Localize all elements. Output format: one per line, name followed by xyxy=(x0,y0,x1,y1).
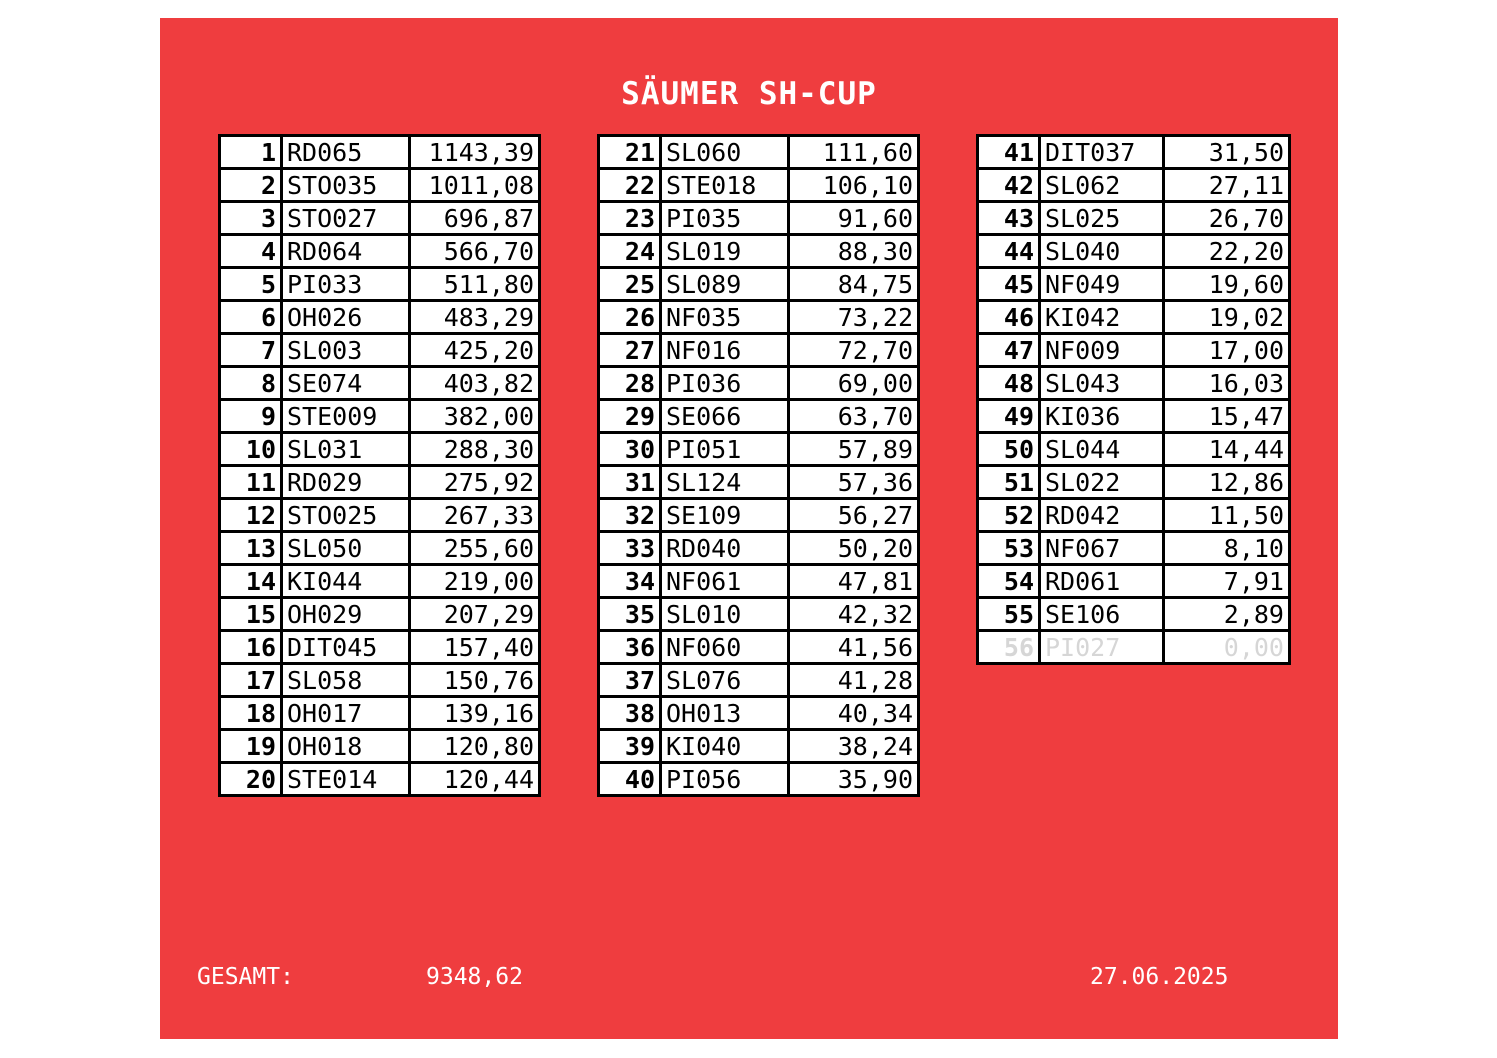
code-cell: SL062 xyxy=(1040,169,1164,202)
rank-cell: 26 xyxy=(599,301,661,334)
code-cell: RD061 xyxy=(1040,565,1164,598)
code-cell: RD065 xyxy=(282,136,410,169)
code-cell: SL124 xyxy=(661,466,789,499)
table-row xyxy=(978,235,1290,268)
value-cell: 17,00 xyxy=(1164,334,1290,367)
table-row xyxy=(220,466,540,499)
code-cell: STO035 xyxy=(282,169,410,202)
table-row xyxy=(978,268,1290,301)
table-row xyxy=(978,400,1290,433)
value-cell: 157,40 xyxy=(410,631,540,664)
table-row xyxy=(220,763,540,796)
code-cell: RD042 xyxy=(1040,499,1164,532)
rank-cell: 41 xyxy=(978,136,1040,169)
code-cell: PI027 xyxy=(1040,631,1164,664)
rank-cell: 16 xyxy=(220,631,282,664)
rank-cell: 18 xyxy=(220,697,282,730)
code-cell: PI051 xyxy=(661,433,789,466)
value-cell: 22,20 xyxy=(1164,235,1290,268)
value-cell: 219,00 xyxy=(410,565,540,598)
code-cell: SL019 xyxy=(661,235,789,268)
value-cell: 207,29 xyxy=(410,598,540,631)
code-cell: PI056 xyxy=(661,763,789,796)
rank-cell: 29 xyxy=(599,400,661,433)
score-board xyxy=(160,18,1338,1039)
code-cell: SL040 xyxy=(1040,235,1164,268)
code-cell: KI040 xyxy=(661,730,789,763)
table-row xyxy=(599,301,919,334)
code-cell: SL044 xyxy=(1040,433,1164,466)
code-cell: RD029 xyxy=(282,466,410,499)
rank-cell: 53 xyxy=(978,532,1040,565)
value-cell: 40,34 xyxy=(789,697,919,730)
table-row xyxy=(599,664,919,697)
date-label: 27.06.2025 xyxy=(1090,964,1229,990)
table-row xyxy=(978,202,1290,235)
table-row xyxy=(220,136,540,169)
rank-cell: 5 xyxy=(220,268,282,301)
rank-cell: 47 xyxy=(978,334,1040,367)
rank-cell: 9 xyxy=(220,400,282,433)
table-row xyxy=(599,334,919,367)
table-row xyxy=(978,532,1290,565)
value-cell: 38,24 xyxy=(789,730,919,763)
code-cell: SE106 xyxy=(1040,598,1164,631)
value-cell: 69,00 xyxy=(789,367,919,400)
rank-cell: 55 xyxy=(978,598,1040,631)
value-cell: 150,76 xyxy=(410,664,540,697)
table-row xyxy=(599,169,919,202)
code-cell: SL031 xyxy=(282,433,410,466)
rank-cell: 28 xyxy=(599,367,661,400)
rank-cell: 7 xyxy=(220,334,282,367)
value-cell: 19,02 xyxy=(1164,301,1290,334)
table-row xyxy=(978,367,1290,400)
rank-cell: 20 xyxy=(220,763,282,796)
value-cell: 288,30 xyxy=(410,433,540,466)
rank-cell: 37 xyxy=(599,664,661,697)
value-cell: 42,32 xyxy=(789,598,919,631)
ranking-column-1 xyxy=(218,134,541,797)
code-cell: OH029 xyxy=(282,598,410,631)
rank-cell: 8 xyxy=(220,367,282,400)
code-cell: STO027 xyxy=(282,202,410,235)
value-cell: 120,80 xyxy=(410,730,540,763)
rank-cell: 14 xyxy=(220,565,282,598)
code-cell: SL025 xyxy=(1040,202,1164,235)
code-cell: NF016 xyxy=(661,334,789,367)
value-cell: 8,10 xyxy=(1164,532,1290,565)
value-cell: 2,89 xyxy=(1164,598,1290,631)
rank-cell: 13 xyxy=(220,532,282,565)
table-row xyxy=(220,598,540,631)
rank-cell: 51 xyxy=(978,466,1040,499)
code-cell: OH026 xyxy=(282,301,410,334)
table-row xyxy=(220,400,540,433)
code-cell: SL060 xyxy=(661,136,789,169)
table-row xyxy=(599,730,919,763)
rank-cell: 12 xyxy=(220,499,282,532)
value-cell: 26,70 xyxy=(1164,202,1290,235)
rank-cell: 52 xyxy=(978,499,1040,532)
value-cell: 15,47 xyxy=(1164,400,1290,433)
table-row xyxy=(978,598,1290,631)
table-row xyxy=(599,136,919,169)
code-cell: STE018 xyxy=(661,169,789,202)
rank-cell: 31 xyxy=(599,466,661,499)
rank-cell: 23 xyxy=(599,202,661,235)
code-cell: OH013 xyxy=(661,697,789,730)
rank-cell: 36 xyxy=(599,631,661,664)
value-cell: 84,75 xyxy=(789,268,919,301)
rank-cell: 35 xyxy=(599,598,661,631)
value-cell: 111,60 xyxy=(789,136,919,169)
ranking-column-3 xyxy=(976,134,1291,665)
rank-cell: 33 xyxy=(599,532,661,565)
value-cell: 275,92 xyxy=(410,466,540,499)
code-cell: DIT045 xyxy=(282,631,410,664)
rank-cell: 25 xyxy=(599,268,661,301)
rank-cell: 6 xyxy=(220,301,282,334)
rank-cell: 30 xyxy=(599,433,661,466)
value-cell: 1143,39 xyxy=(410,136,540,169)
value-cell: 91,60 xyxy=(789,202,919,235)
rank-cell: 39 xyxy=(599,730,661,763)
code-cell: NF067 xyxy=(1040,532,1164,565)
value-cell: 56,27 xyxy=(789,499,919,532)
value-cell: 47,81 xyxy=(789,565,919,598)
value-cell: 19,60 xyxy=(1164,268,1290,301)
table-row xyxy=(978,301,1290,334)
rank-cell: 56 xyxy=(978,631,1040,664)
rank-cell: 22 xyxy=(599,169,661,202)
rank-cell: 32 xyxy=(599,499,661,532)
table-row xyxy=(220,334,540,367)
table-row xyxy=(220,499,540,532)
code-cell: KI036 xyxy=(1040,400,1164,433)
rank-cell: 2 xyxy=(220,169,282,202)
rank-cell: 21 xyxy=(599,136,661,169)
code-cell: SL043 xyxy=(1040,367,1164,400)
rank-cell: 48 xyxy=(978,367,1040,400)
code-cell: STE014 xyxy=(282,763,410,796)
rank-cell: 10 xyxy=(220,433,282,466)
total-label: GESAMT: xyxy=(197,964,294,990)
page-title: SÄUMER SH-CUP xyxy=(621,76,877,112)
table-row xyxy=(220,532,540,565)
value-cell: 106,10 xyxy=(789,169,919,202)
rank-cell: 49 xyxy=(978,400,1040,433)
rank-cell: 50 xyxy=(978,433,1040,466)
rank-cell: 4 xyxy=(220,235,282,268)
value-cell: 382,00 xyxy=(410,400,540,433)
table-row xyxy=(220,367,540,400)
table-row xyxy=(599,202,919,235)
value-cell: 57,89 xyxy=(789,433,919,466)
value-cell: 57,36 xyxy=(789,466,919,499)
rank-cell: 44 xyxy=(978,235,1040,268)
rank-cell: 46 xyxy=(978,301,1040,334)
table-row xyxy=(599,400,919,433)
value-cell: 0,00 xyxy=(1164,631,1290,664)
rank-cell: 54 xyxy=(978,565,1040,598)
code-cell: SL058 xyxy=(282,664,410,697)
value-cell: 12,86 xyxy=(1164,466,1290,499)
table-row xyxy=(220,631,540,664)
code-cell: SL050 xyxy=(282,532,410,565)
code-cell: RD040 xyxy=(661,532,789,565)
code-cell: OH017 xyxy=(282,697,410,730)
code-cell: PI036 xyxy=(661,367,789,400)
value-cell: 483,29 xyxy=(410,301,540,334)
table-row xyxy=(599,598,919,631)
table-row xyxy=(599,433,919,466)
code-cell: NF060 xyxy=(661,631,789,664)
value-cell: 41,28 xyxy=(789,664,919,697)
table-row xyxy=(599,763,919,796)
rank-cell: 27 xyxy=(599,334,661,367)
table-row xyxy=(978,136,1290,169)
code-cell: KI042 xyxy=(1040,301,1164,334)
table-row xyxy=(220,730,540,763)
value-cell: 11,50 xyxy=(1164,499,1290,532)
rank-cell: 17 xyxy=(220,664,282,697)
code-cell: PI033 xyxy=(282,268,410,301)
table-row xyxy=(599,235,919,268)
rank-cell: 24 xyxy=(599,235,661,268)
value-cell: 403,82 xyxy=(410,367,540,400)
code-cell: RD064 xyxy=(282,235,410,268)
table-row xyxy=(599,631,919,664)
code-cell: SE074 xyxy=(282,367,410,400)
ranking-column-2 xyxy=(597,134,920,797)
value-cell: 31,50 xyxy=(1164,136,1290,169)
value-cell: 7,91 xyxy=(1164,565,1290,598)
code-cell: NF049 xyxy=(1040,268,1164,301)
table-row xyxy=(978,334,1290,367)
value-cell: 16,03 xyxy=(1164,367,1290,400)
code-cell: SL076 xyxy=(661,664,789,697)
table-row xyxy=(599,499,919,532)
code-cell: SL003 xyxy=(282,334,410,367)
table-row xyxy=(599,697,919,730)
rank-cell: 40 xyxy=(599,763,661,796)
value-cell: 696,87 xyxy=(410,202,540,235)
rank-cell: 3 xyxy=(220,202,282,235)
table-row xyxy=(599,466,919,499)
code-cell: NF009 xyxy=(1040,334,1164,367)
rank-cell: 38 xyxy=(599,697,661,730)
code-cell: DIT037 xyxy=(1040,136,1164,169)
rank-cell: 43 xyxy=(978,202,1040,235)
table-row xyxy=(220,202,540,235)
value-cell: 511,80 xyxy=(410,268,540,301)
table-row xyxy=(220,301,540,334)
table-row xyxy=(220,697,540,730)
value-cell: 35,90 xyxy=(789,763,919,796)
table-row xyxy=(599,565,919,598)
value-cell: 120,44 xyxy=(410,763,540,796)
value-cell: 63,70 xyxy=(789,400,919,433)
table-row xyxy=(599,367,919,400)
code-cell: SL089 xyxy=(661,268,789,301)
value-cell: 88,30 xyxy=(789,235,919,268)
value-cell: 139,16 xyxy=(410,697,540,730)
code-cell: STO025 xyxy=(282,499,410,532)
code-cell: PI035 xyxy=(661,202,789,235)
table-row xyxy=(220,235,540,268)
rank-cell: 45 xyxy=(978,268,1040,301)
value-cell: 267,33 xyxy=(410,499,540,532)
code-cell: SL010 xyxy=(661,598,789,631)
code-cell: KI044 xyxy=(282,565,410,598)
table-row xyxy=(599,268,919,301)
table-row xyxy=(220,565,540,598)
table-row xyxy=(978,499,1290,532)
value-cell: 566,70 xyxy=(410,235,540,268)
value-cell: 1011,08 xyxy=(410,169,540,202)
value-cell: 73,22 xyxy=(789,301,919,334)
value-cell: 425,20 xyxy=(410,334,540,367)
rank-cell: 19 xyxy=(220,730,282,763)
table-row xyxy=(978,631,1290,664)
value-cell: 14,44 xyxy=(1164,433,1290,466)
value-cell: 41,56 xyxy=(789,631,919,664)
table-row xyxy=(220,664,540,697)
table-row xyxy=(599,532,919,565)
code-cell: OH018 xyxy=(282,730,410,763)
value-cell: 255,60 xyxy=(410,532,540,565)
code-cell: NF061 xyxy=(661,565,789,598)
rank-cell: 15 xyxy=(220,598,282,631)
code-cell: SE109 xyxy=(661,499,789,532)
table-row xyxy=(220,433,540,466)
table-row xyxy=(978,565,1290,598)
table-row xyxy=(978,169,1290,202)
table-row xyxy=(978,433,1290,466)
table-row xyxy=(220,169,540,202)
value-cell: 27,11 xyxy=(1164,169,1290,202)
code-cell: SL022 xyxy=(1040,466,1164,499)
value-cell: 50,20 xyxy=(789,532,919,565)
rank-cell: 34 xyxy=(599,565,661,598)
rank-cell: 1 xyxy=(220,136,282,169)
code-cell: SE066 xyxy=(661,400,789,433)
value-cell: 72,70 xyxy=(789,334,919,367)
rank-cell: 42 xyxy=(978,169,1040,202)
rank-cell: 11 xyxy=(220,466,282,499)
code-cell: STE009 xyxy=(282,400,410,433)
total-value: 9348,62 xyxy=(426,964,523,990)
code-cell: NF035 xyxy=(661,301,789,334)
table-row xyxy=(220,268,540,301)
table-row xyxy=(978,466,1290,499)
